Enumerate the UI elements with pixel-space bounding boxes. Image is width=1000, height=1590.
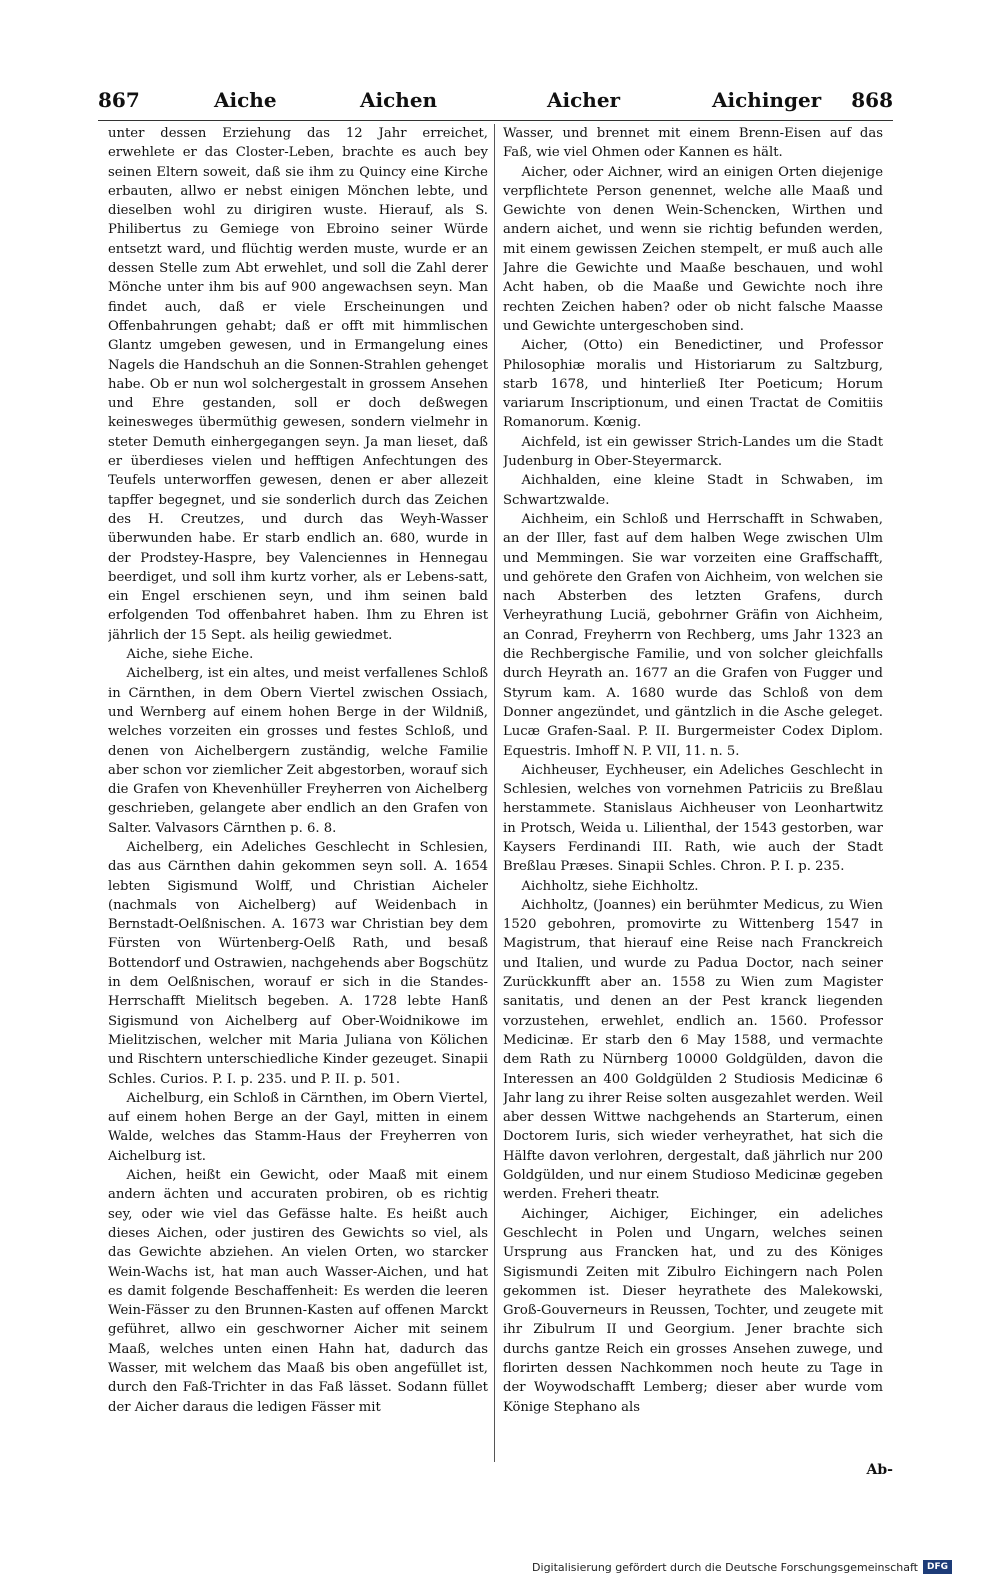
running-headword-2: Aichen <box>360 88 438 112</box>
digitization-footer <box>532 1560 952 1574</box>
entry-aichhalden: Aichhalden, eine kleine Stadt in Schwaben, im Schwartzwalde. <box>503 473 883 508</box>
running-headword-4: Aichinger <box>712 88 822 112</box>
running-headword-1: Aiche <box>214 88 277 112</box>
catchword: Ab- <box>866 1462 893 1478</box>
entry-aichen-continuation: unter dessen Erziehung das 12 Jahr erreichet, erwehlete er das Closter-Leben, brachte es auch bey seinen Eltern soweit, daß sie ihm zu Quincy eine Kirche erbauten, allwo er nebst einigen Mönchen lebte, und dieselben wohl zu dirigiren wuste. Hierauf, als S. Philibertus zu Gemiege von Ebroino seiner Würde entsetzt ward, und flüchtig werden muste, wurde er an dessen Stelle zum Abt erwehlet, und soll die Zahl derer Mönche unter ihm bis auf 900 angewachsen seyn. Man findet auch, daß er viele Erscheinungen und Offenbahrungen gehabt; daß er offt mit himmlischen Glantz umgeben gewesen, und in Ermangelung eines Nagels die Handschuh an die Sonnen-Strahlen gehenget habe. Ob er nun wol solchergestalt in grossem Ansehen und Ehre gestanden, soll er doch deßwegen keinesweges übermüthig gewesen, sondern vielmehr in steter Demuth einhergegangen seyn. Ja man lieset, daß er überdieses vielen und hefftigen Anfechtungen des Teufels unterworffen gewesen, denen er aber allezeit tapffer begegnet, und sie sonderlich durch das Zeichen des H. Creutzes, und durch das Weyh-Wasser überwunden habe. Er starb endlich an. 680, wurde in der Prodstey-Haspre, bey Valenciennes in Hennegau beerdiget, und soll ihm kurtz vorher, als er Lebens-satt, ein Engel erschienen seyn, und ihm seinen bald erfolgenden Tod offenbahret haben. Ihm zu Ehren ist jährlich der 15 Sept. als heilig gewiedmet. <box>108 126 488 643</box>
entry-aichholtz-joannes: Aichholtz, (Joannes) ein berühmter Medicus, zu Wien 1520 gebohren, promovirte zu Wittenberg 1547 in Magistrum, that hierauf eine Reise nach Franckreich und Italien, und wurde zu Padua Doctor, nach seiner Zurückkunfft aber an. 1558 zu Wien zum Magister sanitatis, und denen an der Pest kranck liegenden vorzustehen, erwehlet, endlich an. 1560. Professor Medicinæ. Er starb den 6 May 1588, und vermachte dem Rath zu Nürnberg 10000 Goldgülden, davon die Interessen an 400 Goldgülden 2 Studiosis Medicinæ 6 Jahr lang zu ihrer Reise solten ausgezahlet werden. Weil aber dessen Wittwe nachgehends an Starterum, einen Doctorem Iuris, sich wieder verheyrathet, hat sich die Hälfte davon verlohren, dergestalt, daß jährlich nur 200 Goldgülden, und nur einem Studioso Medicinæ gegeben werden. Freheri theatr. <box>503 897 883 1203</box>
footer-text: Digitalisierung gefördert durch die Deutsche Forschungsgemeinschaft <box>532 1560 918 1574</box>
entry-aichheuser: Aichheuser, Eychheuser, ein Adeliches Geschlecht in Schlesien, welches von vornehmen Patriciis zu Breßlau herstammete. Stanislaus Aichheuser von Leonhartwitz in Protsch, Weida u. Lilienthal, der 1543 gestorben, war Kaysers Ferdinandi III. Rath, wie auch der Stadt Breßlau Præses. Sinapii Schles. Chron. P. I. p. 235. <box>503 762 883 875</box>
entry-aichholtz-ref: Aichholtz, siehe Eichholtz. <box>521 878 699 894</box>
entry-aichen: Aichen, heißt ein Gewicht, oder Maaß mit einem andern ächten und accuraten probiren, ob es richtig sey, oder wie viel das Gefässe halte. Es heißt auch dieses Aichen, oder justiren des Gewichts so viel, als das Gewichte abziehen. An vielen Orten, wo starcker Wein-Wachs ist, hat man auch Wasser-Aichen, und hat es damit folgende Beschaffenheit: Es werden die leeren Wein-Fässer zu den Brunnen-Kasten auf offenen Marckt geführet, allwo ein geschworner Aicher mit seinem Maaß, welches unten einen Hahn hat, dadurch das Wasser, mit welchem das Maaß bis oben angefüllet ist, durch den Faß-Trichter in das Faß lässet. Sodann füllet der Aicher daraus die ledigen Fässer mit <box>108 1168 488 1415</box>
header-rule <box>98 120 893 121</box>
entry-aichinger: Aichinger, Aichiger, Eichinger, ein adeliches Geschlecht in Polen und Ungarn, welches seinen Ursprung aus Francken hat, und zu des Königes Sigismundi Zeiten mit Zibulro Eichingern nach Polen gekommen ist. Dieser heyrathete des Malekowski, Groß-Gouverneurs in Reussen, Tochter, und zeugete mit ihr Zibulrum II und Georgium. Jener brachte sich durchs gantze Reich ein grosses Ansehen zuwege, und florirten dessen Nachkommen noch heute zu Tage in der Woywodschafft Lemberg; dieser aber wurde vom Könige Stephano als <box>503 1206 883 1415</box>
entry-aicher-otto: Aicher, (Otto) ein Benedictiner, und Professor Philosophiæ moralis und Historiarum zu Saltzburg, starb 1678, und hinterließ Iter Poeticum; Horum variarum Inscriptionum, und einen Tractat de Comitiis Romanorum. Kœnig. <box>503 338 883 431</box>
entry-aichheim: Aichheim, ein Schloß und Herrschafft in Schwaben, an der Iller, fast auf dem halben Wege zwischen Ulm und Memmingen. Sie war vorzeiten eine Graffschafft, und gehörete den Grafen von Aichheim, von welchen sie nach Absterben des letzten Grafens, durch Verheyrathung Luciä, gebohrner Gräfin von Aichheim, an Conrad, Freyherrn von Rechberg, ums Jahr 1323 an die Rechbergische Familie, und von solcher gleichfalls durch Heyrath an. 1677 an die Grafen von Fugger und Styrum kam. A. 1680 wurde das Schloß von dem Donner angezündet, und gäntzlich in die Asche geleget. Lucæ Grafen-Saal. P. II. Burgermeister Codex Diplom. Equestris. Imhoff N. P. VII, 11. n. 5. <box>503 511 883 759</box>
entry-aichelberg-geschlecht: Aichelberg, ein Adeliches Geschlecht in Schlesien, das aus Cärnthen dahin gekommen seyn soll. A. 1654 lebten Sigismund Wolff, und Christian Aicheler (nachmals von Aichelberg) auf Weidenbach in Bernstadt-Oelßnischen. A. 1673 war Christian bey dem Fürsten von Würtenberg-Oelß Rath, und besaß Bottendorf und Ostrawien, nachgehends aber Bogschütz in dem Oelßnischen, worauf er sich in die Standes-Herrschafft Mielitsch begeben. A. 1728 lebte Hanß Sigismund von Aichelberg auf Ober-Woidnikowe im Mielitzischen, welcher mit Maria Juliana von Kölichen und Rischtern unterschiedliche Kinder gezeuget. Sinapii Schles. Curios. P. I. p. 235. und P. II. p. 501. <box>108 839 488 1087</box>
running-header <box>98 88 893 118</box>
entry-aichelberg-schloss: Aichelberg, ist ein altes, und meist verfallenes Schloß in Cärnthen, in dem Obern Viertel zwischen Ossiach, und Wernberg auf einem hohen Berge in der Wildniß, welches vorzeiten ein grosses und festes Schloß, und denen von Aichelbergern zuständig, welche Familie aber schon vor ziemlicher Zeit abgestorben, worauf sich die Grafen von Khevenhüller Freyherren von Aichelberg geschrieben, gelangete aber endlich an den Grafen von Salter. Valvasors Cärnthen p. 6. 8. <box>108 666 488 836</box>
entry-aicher: Aicher, oder Aichner, wird an einigen Orten diejenige verpflichtete Person genennet, welche alle Maaß und Gewichte von denen Wein-Schencken, Wirthen und andern aichet, und wenn sie richtig befunden werden, mit einem gewissen Zeichen stempelt, er muß auch alle Jahre die Gewichte und Maaße beschauen, und wohl Acht haben, ob die Maaße und Gewichte noch ihre rechten Zeichen haben? oder ob nicht falsche Maasse und Gewichte untergeschoben sind. <box>503 164 883 334</box>
right-column <box>503 124 883 1464</box>
entry-aichen-end: Wasser, und brennet mit einem Brenn-Eisen auf das Faß, wie viel Ohmen oder Kannen es hält. <box>503 126 883 161</box>
entry-aichfeld: Aichfeld, ist ein gewisser Strich-Landes um die Stadt Judenburg in Ober-Steyermarck. <box>503 434 883 470</box>
page-number-left: 867 <box>98 88 140 112</box>
left-column <box>108 124 488 1464</box>
running-headword-3: Aicher <box>547 88 621 112</box>
entry-aichelburg: Aichelburg, ein Schloß in Cärnthen, im Obern Viertel, auf einem hohen Berge an der Gayl, mitten in einem Walde, welches das Stamm-Haus der Freyherren von Aichelburg ist. <box>108 1090 488 1164</box>
page-number-right: 868 <box>851 88 893 112</box>
entry-aiche: Aiche, siehe Eiche. <box>126 647 254 663</box>
dfg-logo-icon: DFG <box>923 1560 952 1574</box>
column-divider <box>494 124 495 1462</box>
